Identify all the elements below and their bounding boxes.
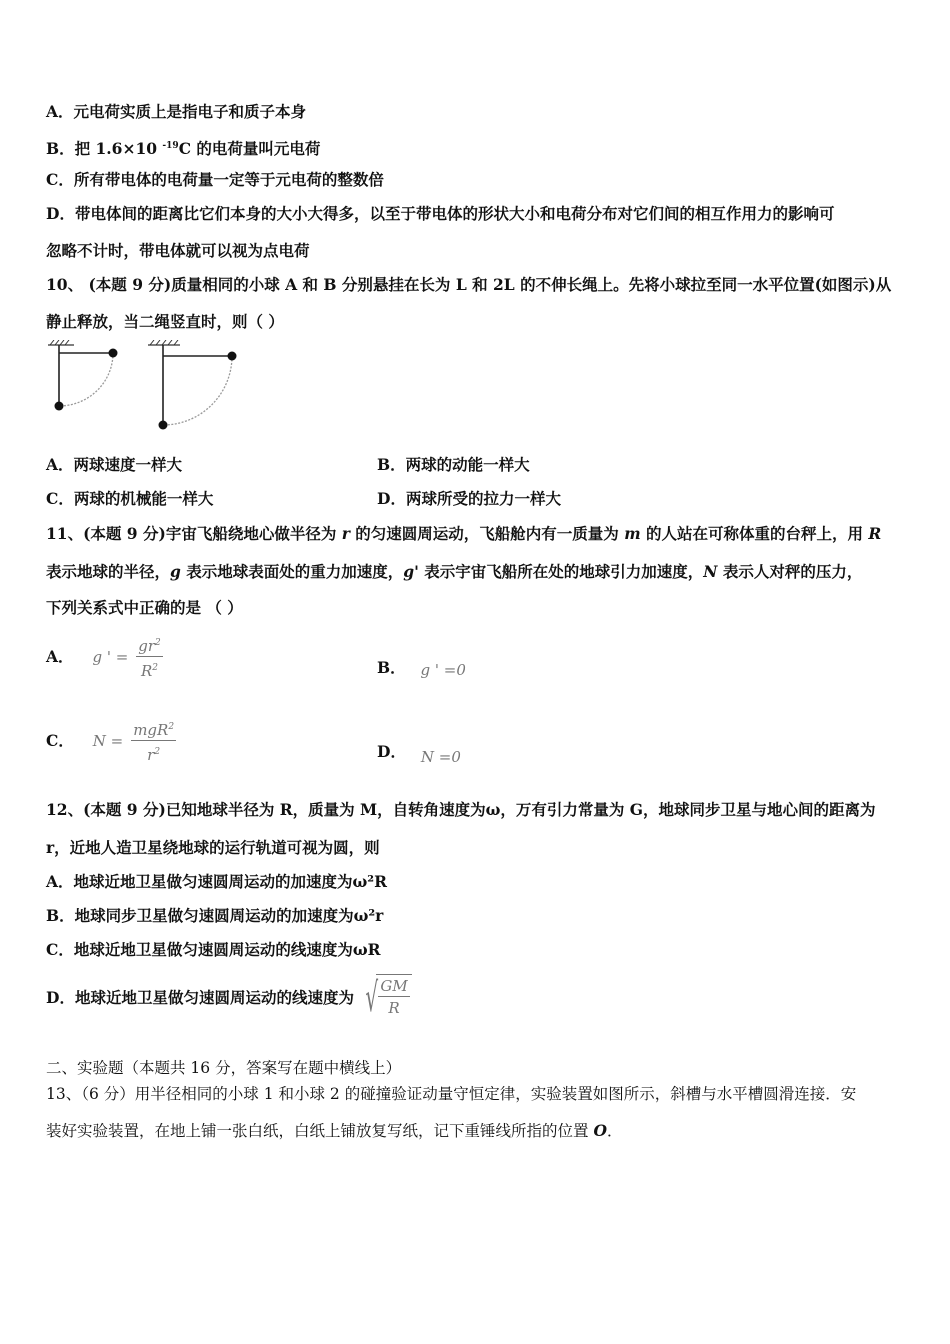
q11-line2-c: 表示宇宙飞船所在处的地球引力加速度，	[418, 562, 704, 581]
q12-option-d-num: GM	[380, 977, 408, 995]
q10-stem-line2: 静止释放，当二绳竖直时，则（ ）	[46, 312, 284, 331]
q10-option-a: A．两球速度一样大	[46, 455, 183, 474]
q13-line2-pre: 装好实验装置，在地上铺一张白纸，白纸上铺放复写纸，记下重锤线所指的位置	[46, 1122, 594, 1140]
q12-option-d-den: R	[388, 999, 400, 1017]
q12-option-a: A．地球近地卫星做匀速圆周运动的加速度为ω²R	[46, 872, 387, 891]
q13-line2-post: ．	[606, 1122, 623, 1140]
q10-stem-line1: 10、 (本题 9 分)质量相同的小球 A 和 B 分别悬挂在长为 L 和 2L 的不伸长绳上。先将小球拉至同一水平位置(如图示)从	[46, 275, 892, 294]
q11-var-R: R	[868, 524, 882, 543]
q11-var-r: r	[341, 524, 350, 543]
q11-var-N: N	[703, 562, 718, 581]
q11-option-a-num-exp: 2	[155, 638, 161, 648]
q11-line1-mid: 的匀速圆周运动，飞船舱内有一质量为	[349, 524, 625, 543]
q11-option-a-fraction	[136, 634, 163, 680]
q11-option-c-den: r	[147, 746, 155, 764]
ball-a-start	[109, 349, 118, 358]
q11-stem-line1	[46, 523, 881, 545]
q12-stem-line2: r，近地人造卫星绕地球的运行轨道可视为圆，则	[46, 838, 380, 857]
q11-line1-post: 的人站在可称体重的台秤上，用	[640, 524, 869, 543]
q11-stem-line3: 下列关系式中正确的是 （ ）	[46, 598, 243, 617]
q11-option-c-num: mgR	[133, 721, 169, 739]
q11-option-d	[377, 741, 461, 766]
q11-line2-d: 表示人对秤的压力，	[717, 562, 863, 581]
q11-option-a-num: gr	[138, 637, 156, 655]
q13-stem-line2	[46, 1120, 622, 1142]
q11-var-m: m	[624, 524, 641, 543]
q12-option-c: C．地球近地卫星做匀速圆周运动的线速度为ωR	[46, 940, 381, 959]
q11-option-a	[46, 634, 163, 680]
q11-line1-pre: 11、(本题 9 分)宇宙飞船绕地心做半径为	[46, 524, 342, 543]
q11-option-b-expr: g ' =0	[420, 661, 466, 679]
q9-option-b	[46, 135, 320, 160]
q11-stem-line2	[46, 561, 862, 583]
q11-option-c-label: C．	[46, 731, 74, 750]
q12-option-d	[46, 974, 412, 1022]
q9-option-a: A．元电荷实质上是指电子和质子本身	[46, 102, 307, 121]
q13-var-O: O	[593, 1121, 607, 1140]
q9-option-b-prefix: B．把 1.6×10	[46, 139, 163, 159]
q11-option-b-label: B．	[377, 658, 406, 677]
q11-var-g: g	[170, 562, 181, 581]
q12-option-d-fraction	[378, 977, 409, 1017]
pendulum-b	[148, 340, 237, 430]
q9-option-d-line2: 忽略不计时，带电体就可以视为点电荷	[46, 241, 310, 260]
pendulum-a	[48, 340, 118, 411]
ball-a-bottom	[55, 402, 64, 411]
q11-var-g-prime: g'	[403, 562, 419, 581]
q9-option-c: C．所有带电体的电荷量一定等于元电荷的整数倍	[46, 170, 384, 189]
ball-b-start	[228, 352, 237, 361]
pendulum-figure	[40, 340, 250, 435]
q11-option-b	[377, 657, 466, 679]
q9-option-b-exponent: -19	[162, 141, 179, 151]
q11-line2-b: 表示地球表面处的重力加速度，	[180, 562, 404, 581]
q12-option-d-text: D．地球近地卫星做匀速圆周运动的线速度为	[46, 988, 354, 1007]
ball-b-bottom	[159, 421, 168, 430]
q11-option-a-den-exp: 2	[152, 663, 159, 673]
q11-line2-a: 表示地球的半径，	[46, 562, 171, 581]
q11-option-c-den-exp: 2	[154, 747, 161, 757]
q11-option-c-num-exp: 2	[168, 722, 175, 732]
q11-option-c	[46, 718, 176, 764]
q9-option-d-line1: D．带电体间的距离比它们本身的大小大得多，以至于带电体的形状大小和电荷分布对它们间的相互作用力的影响可	[46, 204, 835, 223]
q11-option-c-fraction	[131, 718, 176, 764]
q11-option-a-label: A．	[46, 647, 74, 666]
q12-stem-line1: 12、(本题 9 分)已知地球半径为 R，质量为 M，自转角速度为ω，万有引力常量为 G，地球同步卫星与地心间的距离为	[46, 800, 876, 819]
q10-option-c: C．两球的机械能一样大	[46, 489, 214, 508]
q13-stem-line1: 13、（6 分）用半径相同的小球 1 和小球 2 的碰撞验证动量守恒定律，实验装置如图所示，斜槽与水平槽圆滑连接．安	[46, 1085, 857, 1103]
q11-option-d-expr: N =0	[420, 748, 461, 766]
q12-option-b: B．地球同步卫星做匀速圆周运动的加速度为ω²r	[46, 906, 384, 925]
q11-option-a-lhs: g ' =	[92, 648, 129, 666]
sqrt-symbol: √ $\frac{GM}{R}$	[359, 974, 412, 1022]
q9-option-b-suffix: C 的电荷量叫元电荷	[178, 139, 321, 159]
q11-option-d-label: D．	[377, 742, 406, 761]
q10-option-d: D．两球所受的拉力一样大	[377, 489, 561, 508]
section-2-heading: 二、实验题（本题共 16 分，答案写在题中横线上）	[46, 1059, 402, 1077]
q10-option-b: B．两球的动能一样大	[377, 455, 530, 474]
q11-option-c-lhs: N =	[92, 732, 124, 750]
q11-option-a-den: R	[140, 662, 153, 680]
